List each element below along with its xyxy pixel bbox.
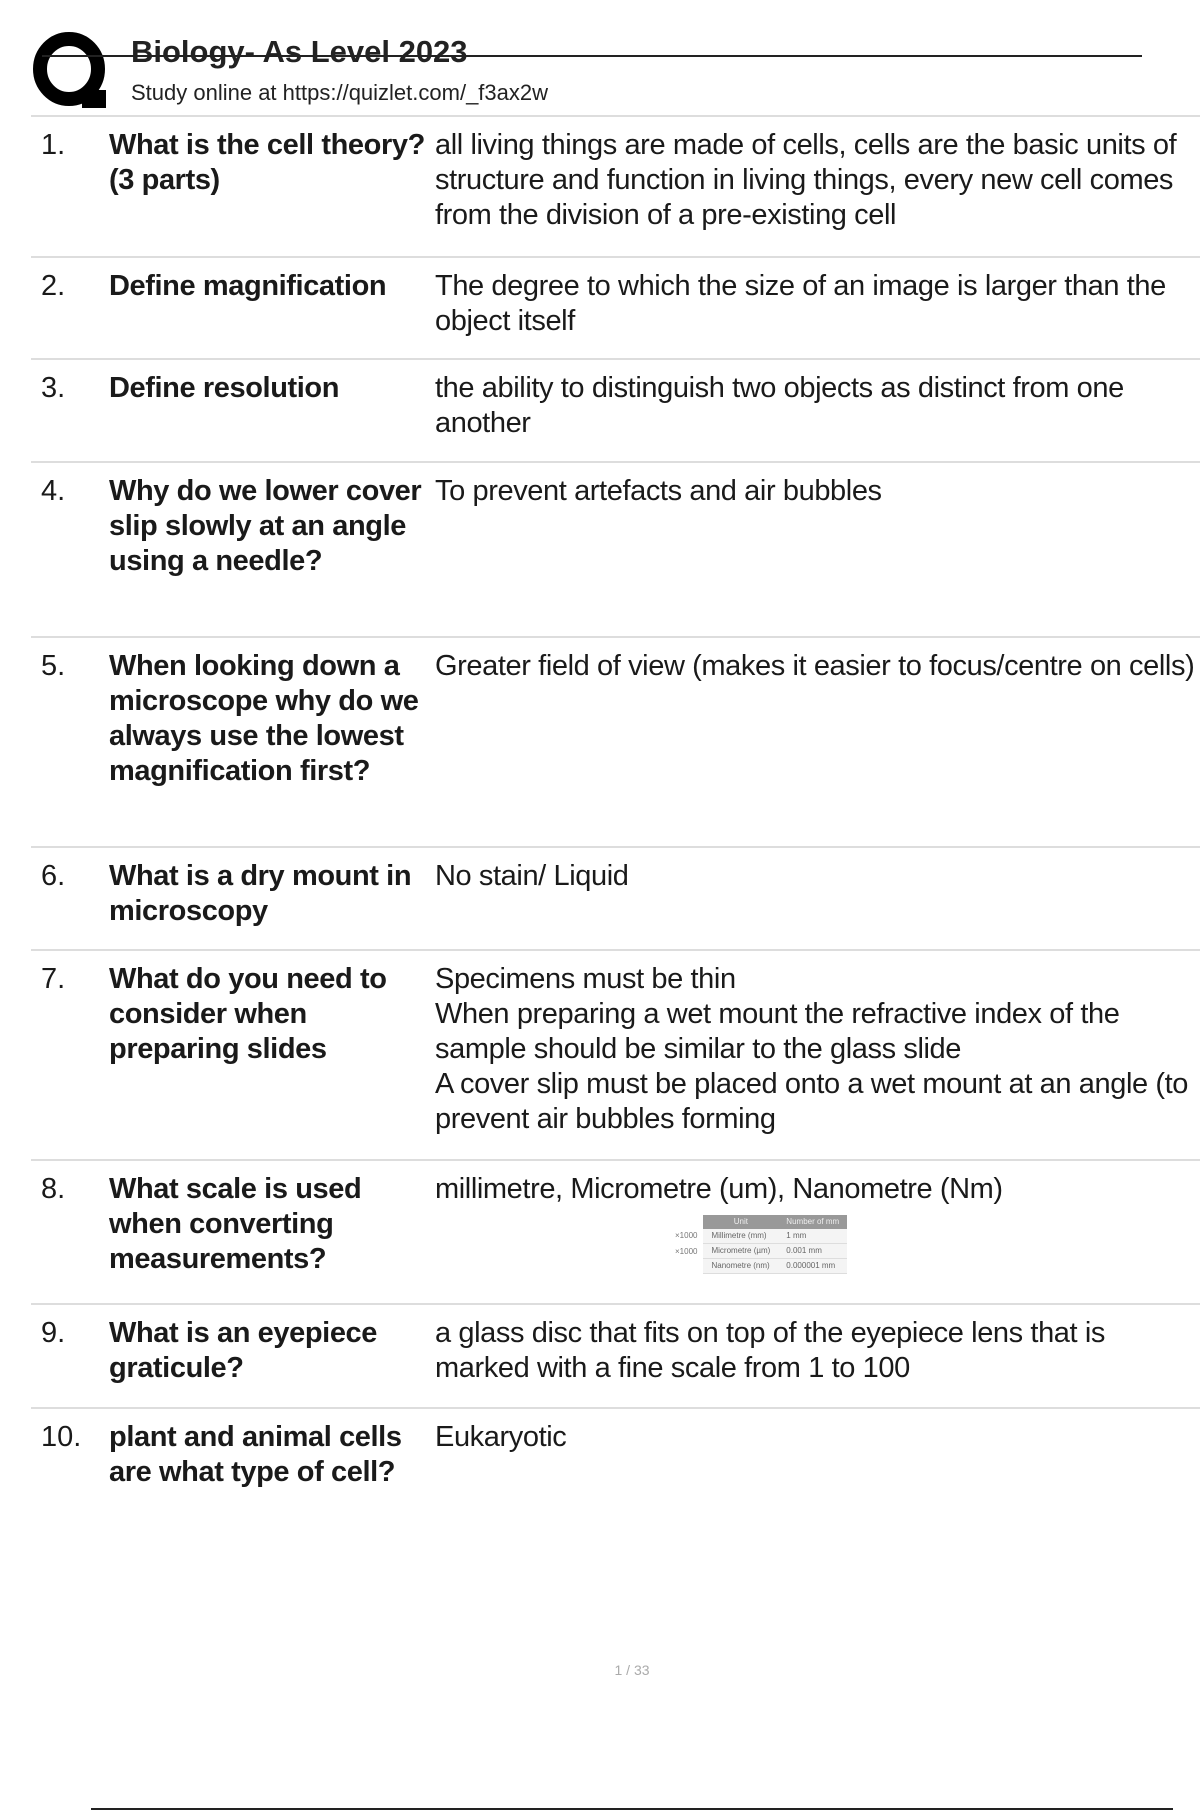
card-number: 1. <box>41 129 66 161</box>
card-number: 10. <box>41 1421 82 1453</box>
quizlet-logo-icon <box>32 30 110 112</box>
table-cell: 0.000001 mm <box>778 1259 847 1274</box>
conversion-factor: ×1000 <box>675 1247 698 1256</box>
card-term: What is a dry mount in microscopy <box>109 860 412 927</box>
card-row <box>31 1159 1200 1303</box>
card-row <box>31 256 1200 358</box>
table-header: Number of mm <box>778 1215 847 1229</box>
card-definition: Eukaryotic <box>435 1421 567 1453</box>
card-number: 2. <box>41 270 66 302</box>
card-definition: To prevent artefacts and air bubbles <box>435 475 882 507</box>
card-definition: Greater field of view (makes it easier to focus/centre on cells) <box>435 650 1195 682</box>
scale-table-image <box>675 1215 1200 1274</box>
card-row <box>31 358 1200 461</box>
card-row <box>31 949 1200 1159</box>
card-term: Define resolution <box>109 372 340 404</box>
table-cell: 1 mm <box>778 1229 847 1244</box>
card-row <box>31 846 1200 949</box>
card-definition: No stain/ Liquid <box>435 860 629 892</box>
card-row <box>31 461 1200 636</box>
table-cell: Nanometre (nm) <box>703 1259 778 1274</box>
card-row <box>31 636 1200 846</box>
card-term: Why do we lower cover slip slowly at an angle using a needle? <box>109 475 422 577</box>
card-term: plant and animal cells are what type of cell? <box>109 1421 402 1488</box>
card-number: 9. <box>41 1317 66 1349</box>
card-row <box>31 1303 1200 1407</box>
conversion-factor: ×1000 <box>675 1231 698 1240</box>
card-definition: a glass disc that fits on top of the eyepiece lens that is marked with a fine scale from 1 to 100 <box>435 1317 1105 1384</box>
card-number: 3. <box>41 372 66 404</box>
table-cell: 0.001 mm <box>778 1244 847 1259</box>
card-term: When looking down a microscope why do we always use the lowest magnification first? <box>109 650 419 787</box>
card-term: Define magnification <box>109 270 387 302</box>
card-term: What is the cell theory? (3 parts) <box>109 129 425 196</box>
card-row <box>31 115 1200 256</box>
card-definition: millimetre, Micrometre (um), Nanometre (Nm) <box>435 1173 1003 1205</box>
table-cell: Micrometre (µm) <box>703 1244 778 1259</box>
card-number: 6. <box>41 860 66 892</box>
card-definition: Specimens must be thin When preparing a wet mount the refractive index of the sample should be similar to the glass slide A cover slip must be placed onto a wet mount at an angle (to prevent air bubbles forming <box>435 963 1189 1135</box>
card-definition: all living things are made of cells, cells are the basic units of structure and function in living things, every new cell comes from the division of a pre-existing cell <box>435 129 1177 231</box>
card-number: 8. <box>41 1173 66 1205</box>
table-header: Unit <box>703 1215 778 1229</box>
study-link[interactable]: Study online at https://quizlet.com/_f3ax2w <box>131 80 549 105</box>
card-number: 7. <box>41 963 66 995</box>
flashcard-list <box>31 115 1200 1810</box>
card-term: What scale is used when converting measurements? <box>109 1173 362 1275</box>
card-definition: The degree to which the size of an image is larger than the object itself <box>435 270 1166 337</box>
card-definition: the ability to distinguish two objects as distinct from one another <box>435 372 1124 439</box>
card-term: What do you need to consider when preparing slides <box>109 963 387 1065</box>
table-cell: Millimetre (mm) <box>703 1229 778 1244</box>
card-number: 4. <box>41 475 66 507</box>
page-title: Biology- As Level 2023 <box>131 34 468 69</box>
card-number: 5. <box>41 650 66 682</box>
card-term: What is an eyepiece graticule? <box>109 1317 378 1384</box>
card-row <box>31 1407 1200 1547</box>
page-number: 1 / 33 <box>614 1662 650 1678</box>
